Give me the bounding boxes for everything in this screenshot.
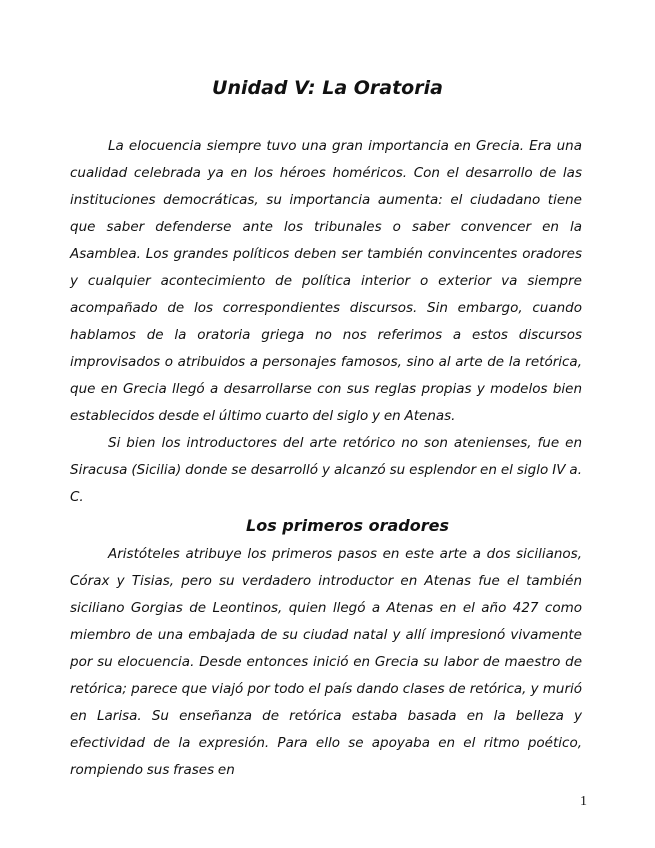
paragraph-primeros-oradores: Aristóteles atribuye los primeros pasos en este arte a dos sicilianos, Córax y Tisias, pero su verdadero introductor en Atenas fue el también siciliano Gorgias de Leontinos, quien llegó a Atenas en el año 427 como miembro de una embajada de su ciudad natal y allí impresionó vivamente por su elocuencia. Desde entonces inició en Grecia su labor de maestro de retórica; parece que viajó por todo el país dando clases de retórica, y murió en Larisa. Su enseñanza de retórica estaba basada en la belleza y efectividad de la expresión. Para ello se apoyaba en el ritmo poético, rompiendo sus frases en <box>70 546 582 778</box>
paragraph-elocuencia: La elocuencia siempre tuvo una gran importancia en Grecia. Era una cualidad celebrada ya en los héroes homéricos. Con el desarrollo de las instituciones democráticas, su importancia aumenta: el ciudadano tiene que saber defenderse ante los tribunales o saber convencer en la Asamblea. Los grandes políticos deben ser también convincentes oradores y cualquier acontecimiento de política interior o exterior va siempre acompañado de los correspondientes discursos. Sin embargo, cuando hablamos de la oratoria griega no nos referimos a estos discursos improvisados o atribuidos a personajes famosos, sino al arte de la retórica, que en Grecia llegó a desarrollarse con sus reglas propias y modelos bien establecidos desde el último cuarto del siglo y en Atenas. <box>70 138 582 424</box>
page-title: Unidad V: La Oratoria <box>212 77 443 99</box>
page-number: 1 <box>580 794 587 809</box>
paragraph-siracusa: Si bien los introductores del arte retórico no son atenienses, fue en Siracusa (Sicilia) donde se desarrolló y alcanzó su esplendor en el siglo IV a. C. <box>70 435 582 505</box>
section-heading: Los primeros oradores <box>246 516 449 535</box>
